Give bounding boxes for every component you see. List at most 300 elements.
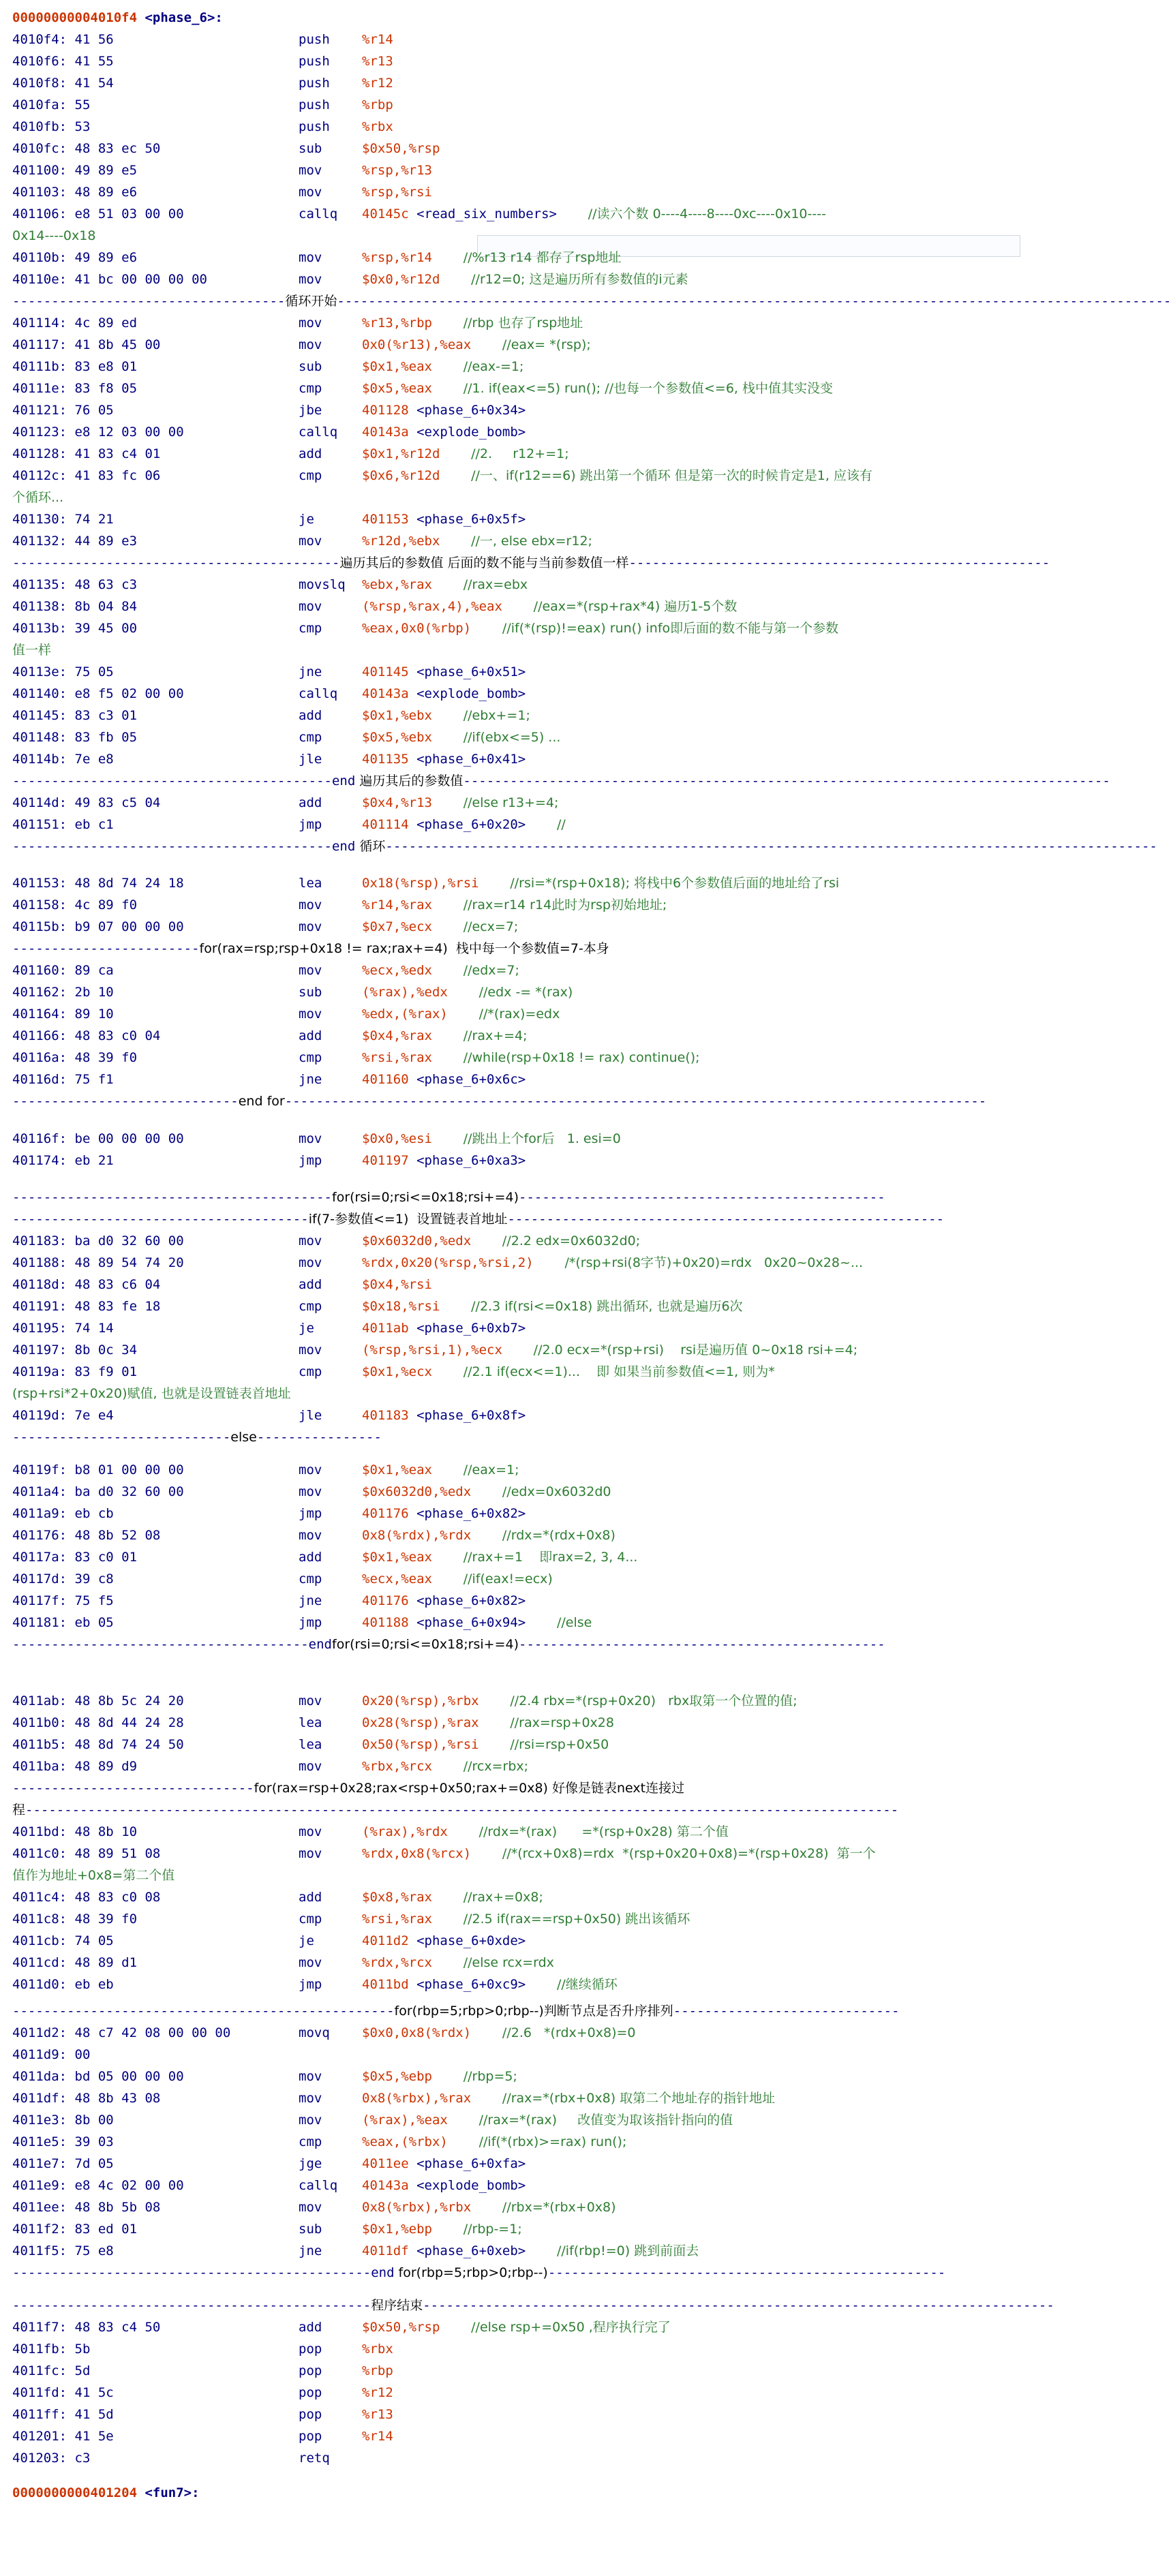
operands: $0x1,%ebp //rbp-=1; — [362, 2221, 522, 2237]
separator-rule — [12, 552, 1050, 574]
mnemonic: mov — [299, 1693, 322, 1709]
comment: //r12=0; 这是遍历所有参数值的i元素 — [471, 272, 688, 287]
comment: //继续循环 — [557, 1977, 618, 1993]
mnemonic: mov — [299, 1528, 322, 1544]
code-line — [0, 2447, 1026, 2469]
section-separator — [0, 1634, 1026, 1655]
operands: 401176 <phase_6+0x82> — [362, 1506, 526, 1522]
function-name: <fun7>: — [145, 2485, 200, 2500]
code-line — [0, 116, 1026, 138]
instruction-address: 401197: 8b 0c 34 — [12, 1343, 138, 1358]
operands: $0x5,%eax //1. if(eax<=5) run(); //也每一个参数值<=6, 栈中值其实没变 — [362, 381, 833, 396]
instruction-address: 4011a9: eb cb — [12, 1506, 114, 1522]
operands: 0x0(%r13),%eax //eax= *(rsp); — [362, 337, 591, 352]
mnemonic: mov — [299, 1846, 322, 1862]
function-label — [12, 7, 223, 29]
separator-rule — [12, 1777, 1016, 1799]
instruction-address: 4011e7: 7d 05 — [12, 2156, 114, 2171]
comment: //2.1 if(ecx<=1)... 即 如果当前参数值<=1, 则为* — [463, 1364, 775, 1380]
operands: 0x8(%rbx),%rax //rax=*(rbx+0x8) 取第二个地址存的指针地址 — [362, 2090, 776, 2106]
operands: 401135 <phase_6+0x41> — [362, 752, 526, 767]
section-separator — [0, 835, 1157, 857]
comment: //2.6 *(rdx+0x8)=0 — [502, 2025, 636, 2040]
operands: 401114 <phase_6+0x20> // — [362, 817, 566, 832]
code-line — [0, 2425, 1026, 2447]
operands: 4011ee <phase_6+0xfa> — [362, 2156, 526, 2171]
instruction-address: 4011f2: 83 ed 01 — [12, 2221, 138, 2237]
mnemonic: mov — [299, 2199, 322, 2215]
mnemonic: lea — [299, 1737, 322, 1753]
mnemonic: mov — [299, 898, 322, 913]
section-separator — [0, 1799, 1026, 1821]
instruction-address: 40118d: 48 83 c6 04 — [12, 1277, 161, 1293]
separator-dashes-right: ----------------------------------------------- — [519, 1637, 885, 1653]
operands: $0x4,%rax //rax+=4; — [362, 1028, 528, 1044]
instruction-address: 40117d: 39 c8 — [12, 1571, 114, 1587]
separator-dashes-left: -----------------------------------------end — [12, 839, 356, 854]
operands: %r13 — [362, 54, 393, 69]
code-line — [0, 2196, 1026, 2218]
operands: 4011d2 <phase_6+0xde> — [362, 1933, 526, 1949]
comment-continuation — [0, 225, 1026, 247]
mnemonic: pop — [299, 2385, 322, 2400]
mnemonic: jne — [299, 664, 322, 679]
instruction-address: 401145: 83 c3 01 — [12, 708, 138, 723]
instruction-address: 4011e5: 39 03 — [12, 2134, 114, 2149]
mnemonic: jmp — [299, 817, 322, 832]
operands: %r12 — [362, 76, 393, 91]
code-line — [0, 530, 1026, 552]
section-separator — [0, 2295, 1054, 2316]
comment: //rax+=4; — [463, 1028, 528, 1044]
section-separator — [0, 1186, 1026, 1208]
operands: 40143a <explode_bomb> — [362, 425, 526, 440]
code-line — [0, 683, 1026, 705]
operands: $0x5,%ebx //if(ebx<=5) ... — [362, 730, 561, 745]
operands: $0x6032d0,%edx //2.2 edx=0x6032d0; — [362, 1233, 641, 1249]
mnemonic: cmp — [299, 2134, 322, 2149]
mnemonic: push — [299, 119, 330, 134]
operands: $0x50,%rsp //else rsp+=0x50 ,程序执行完了 — [362, 2319, 671, 2335]
mnemonic: mov — [299, 1233, 322, 1249]
comment-continuation — [0, 1865, 1026, 1886]
mnemonic: mov — [299, 163, 322, 178]
code-line — [0, 94, 1026, 116]
code-line — [0, 981, 1026, 1003]
comment: //rax=*(rax) 改值变为取该指针指向的值 — [478, 2112, 733, 2128]
instruction-address: 40116f: be 00 00 00 00 — [12, 1131, 184, 1146]
operands: $0x18,%rsi //2.3 if(rsi<=0x18) 跳出循环, 也就是遍历6次 — [362, 1299, 743, 1315]
operands: $0x4,%rsi — [362, 1277, 432, 1293]
instruction-address: 40117f: 75 f5 — [12, 1593, 114, 1609]
mnemonic: pop — [299, 2363, 322, 2378]
section-separator — [0, 1090, 1026, 1112]
code-line — [0, 2218, 1026, 2240]
mnemonic: je — [299, 512, 314, 527]
operands: 0x20(%rsp),%rbx //2.4 rbx=*(rsp+0x20) rbx取第一个位置的值; — [362, 1693, 797, 1709]
mnemonic: sub — [299, 141, 322, 156]
operands: $0x8,%rax //rax+=0x8; — [362, 1890, 543, 1905]
comment: //edx=7; — [463, 963, 519, 979]
separator-dashes-left: ------------------------ — [12, 941, 200, 957]
instruction-address: 401148: 83 fb 05 — [12, 730, 138, 745]
operands: %r12d,%ebx //一, else ebx=r12; — [362, 534, 592, 549]
mnemonic: jmp — [299, 1615, 322, 1631]
operands: $0x6032d0,%edx //edx=0x6032d0 — [362, 1484, 611, 1500]
code-line — [0, 2109, 1026, 2131]
operands: %ebx,%rax //rax=ebx — [362, 577, 528, 592]
mnemonic: pop — [299, 2341, 322, 2357]
mnemonic: cmp — [299, 468, 322, 483]
comment-wrap: 0x14----0x18 — [12, 228, 96, 243]
operands: %r13 — [362, 2406, 393, 2422]
separator-title: for(rbp=5;rbp>0;rbp--)判断节点是否升序排列 — [394, 2003, 673, 2019]
mnemonic: callq — [299, 206, 338, 221]
comment: //edx -= *(rax) — [478, 985, 573, 1000]
code-line — [0, 617, 1026, 639]
code-line — [0, 1150, 1026, 1171]
mnemonic: movslq — [299, 577, 346, 592]
separator-title: 程 — [12, 1803, 26, 1818]
operands: $0x0,0x8(%rdx) //2.6 *(rdx+0x8)=0 — [362, 2025, 636, 2040]
instruction-address: 40115b: b9 07 00 00 00 — [12, 919, 184, 935]
code-line — [0, 399, 1026, 421]
instruction-address: 401130: 74 21 — [12, 512, 114, 527]
operands: %ecx,%edx //edx=7; — [362, 963, 519, 979]
separator-dashes-right: ---------------------------------------------------------------------------------------------------------------- — [25, 1803, 899, 1818]
separator-rule — [12, 2000, 1016, 2022]
code-line — [0, 894, 1026, 916]
instruction-address: 4011f7: 48 83 c4 50 — [12, 2319, 161, 2335]
comment-wrap: 值一样 — [12, 643, 52, 658]
code-line — [0, 661, 1026, 683]
mnemonic: mov — [299, 599, 322, 614]
comment: //while(rsp+0x18 != rax) continue(); — [463, 1050, 700, 1066]
mnemonic: je — [299, 1321, 314, 1336]
operands: (%rax),%eax //rax=*(rax) 改值变为取该指针指向的值 — [362, 2112, 733, 2128]
code-line — [0, 1252, 1026, 1274]
separator-rule — [12, 1090, 1016, 1112]
instruction-address: 401140: e8 f5 02 00 00 — [12, 686, 184, 701]
mnemonic: jmp — [299, 1977, 322, 1993]
mnemonic: lea — [299, 876, 322, 891]
instruction-address: 40119a: 83 f9 01 — [12, 1364, 138, 1380]
section-separator — [0, 770, 1110, 792]
code-line — [0, 1230, 1026, 1252]
separator-dashes-right: ------------------------------------------------------ — [628, 555, 1050, 570]
instruction-address: 4011f5: 75 e8 — [12, 2243, 114, 2258]
section-separator — [0, 938, 1026, 960]
mnemonic: sub — [299, 2221, 322, 2237]
instruction-address: 4010fa: 55 — [12, 97, 91, 112]
function-footer — [0, 2482, 1026, 2504]
separator-title: 遍历其后的参数值 后面的数不能与当前参数值一样 — [339, 555, 629, 570]
instruction-address: 401123: e8 12 03 00 00 — [12, 425, 184, 440]
comment: //rsi=rsp+0x50 — [510, 1737, 609, 1753]
code-line — [0, 334, 1026, 356]
operands: %eax,0x0(%rbp) //if(*(rsp)!=eax) run() info即后面的数不能与第一个参数 — [362, 621, 839, 636]
operands: 401188 <phase_6+0x94> //else — [362, 1615, 592, 1631]
instruction-address: 401103: 48 89 e6 — [12, 185, 138, 200]
comment-wrap: (rsp+rsi*2+0x20)赋值, 也就是设置链表首地址 — [12, 1386, 291, 1402]
mnemonic: callq — [299, 425, 338, 440]
instruction-address: 40110e: 41 bc 00 00 00 00 — [12, 272, 207, 287]
mnemonic: jge — [299, 2156, 322, 2171]
mnemonic: cmp — [299, 621, 322, 636]
code-line — [0, 1128, 1026, 1150]
separator-rule — [12, 1634, 1016, 1655]
mnemonic: sub — [299, 359, 322, 374]
mnemonic: mov — [299, 337, 322, 352]
separator-dashes-left: ------------------------------------------ — [12, 555, 340, 570]
operands: 40143a <explode_bomb> — [362, 686, 526, 701]
mnemonic: cmp — [299, 1050, 322, 1066]
code-line — [0, 1974, 1026, 1995]
mnemonic: mov — [299, 2090, 322, 2106]
mnemonic: add — [299, 2319, 322, 2335]
instruction-address: 401162: 2b 10 — [12, 985, 114, 1000]
instruction-address: 4011ba: 48 89 d9 — [12, 1759, 138, 1775]
instruction-address: 4011ff: 41 5d — [12, 2406, 114, 2422]
operands: $0x1,%eax //rax+=1 即rax=2, 3, 4... — [362, 1550, 638, 1565]
code-line — [0, 181, 1026, 203]
mnemonic: mov — [299, 250, 322, 265]
operands: $0x0,%r12d //r12=0; 这是遍历所有参数值的i元素 — [362, 272, 688, 287]
mnemonic: lea — [299, 1715, 322, 1731]
instruction-address: 40112c: 41 83 fc 06 — [12, 468, 161, 483]
instruction-address: 40116d: 75 f1 — [12, 1072, 114, 1088]
operands: 4011bd <phase_6+0xc9> //继续循环 — [362, 1977, 618, 1993]
separator-rule — [12, 2295, 1054, 2316]
separator-dashes-left: -------------------------------------- — [12, 1212, 309, 1227]
operands: $0x6,%r12d //一、if(r12==6) 跳出第一个循环 但是第一次的时候肯定是1, 应该有 — [362, 468, 872, 483]
comment: //rdx=*(rax) =*(rsp+0x28) 第二个值 — [478, 1824, 729, 1840]
separator-title: for(rax=rsp+0x28;rax<rsp+0x50;rax+=0x8) 好像是链表next连接过 — [254, 1781, 685, 1796]
mnemonic: jne — [299, 2243, 322, 2258]
mnemonic: add — [299, 1890, 322, 1905]
section-separator — [0, 2262, 1026, 2284]
mnemonic: callq — [299, 686, 338, 701]
mnemonic: mov — [299, 1462, 322, 1478]
instruction-address: 401183: ba d0 32 60 00 — [12, 1233, 184, 1249]
instruction-address: 4011c8: 48 39 f0 — [12, 1912, 138, 1927]
mnemonic: jmp — [299, 1152, 322, 1168]
code-line — [0, 1908, 1026, 1930]
function-header — [0, 7, 1026, 29]
comment: //rbp=5; — [463, 2068, 517, 2084]
comment: //if(*(rsp)!=eax) run() info即后面的数不能与第一个参数 — [502, 621, 839, 636]
code-line — [0, 1930, 1026, 1952]
code-line — [0, 1821, 1026, 1843]
separator-dashes-left: ---------------------------- — [12, 1430, 231, 1445]
comment: //else r13+=4; — [463, 795, 559, 810]
code-line — [0, 247, 1026, 269]
operands: %rdx,%rcx //else rcx=rdx — [362, 1955, 554, 1971]
code-line — [0, 50, 1026, 72]
instruction-address: 401191: 48 83 fe 18 — [12, 1299, 161, 1315]
separator-rule — [12, 1186, 1016, 1208]
operands: 401128 <phase_6+0x34> — [362, 403, 526, 418]
instruction-address: 4011bd: 48 8b 10 — [12, 1824, 138, 1840]
separator-rule — [12, 1208, 1016, 1230]
comment: //rax+=1 即rax=2, 3, 4... — [463, 1550, 638, 1565]
operands: %r12 — [362, 2385, 393, 2400]
operands: $0x1,%eax //eax=1; — [362, 1462, 519, 1478]
mnemonic: mov — [299, 272, 322, 287]
comment: //rbx=*(rbx+0x8) — [502, 2199, 616, 2215]
code-line — [0, 269, 1026, 290]
mnemonic: add — [299, 1028, 322, 1044]
comment: //if(ebx<=5) ... — [463, 730, 561, 745]
operands: %eax,(%rbx) //if(*(rbx)>=rax) run(); — [362, 2134, 627, 2149]
instruction-address: 401160: 89 ca — [12, 963, 114, 979]
instruction-address: 401135: 48 63 c3 — [12, 577, 138, 592]
mnemonic: mov — [299, 919, 322, 935]
mnemonic: mov — [299, 1484, 322, 1500]
operands: 0x18(%rsp),%rsi //rsi=*(rsp+0x18); 将栈中6个参数值后面的地址给了rsi — [362, 876, 840, 891]
operands: 0x28(%rsp),%rax //rax=rsp+0x28 — [362, 1715, 614, 1731]
mnemonic: cmp — [299, 1364, 322, 1380]
instruction-address: 40114d: 49 83 c5 04 — [12, 795, 161, 810]
separator-dashes-left: ------------------------------------------------- — [12, 2003, 395, 2019]
operands: %rbx — [362, 2341, 393, 2357]
operands: %r14 — [362, 32, 393, 47]
instruction-address: 401166: 48 83 c0 04 — [12, 1028, 161, 1044]
instruction-address: 401151: eb c1 — [12, 817, 114, 832]
separator-dashes-left: ------------------------------- — [12, 1781, 254, 1796]
separator-dashes-right: --------------------------------------------------------------------------------- — [423, 2297, 1054, 2313]
mnemonic: push — [299, 97, 330, 112]
comment: //eax= *(rsp); — [502, 337, 591, 352]
comment: //一、if(r12==6) 跳出第一个循环 但是第一次的时候肯定是1, 应该有 — [471, 468, 872, 483]
comment: //eax-=1; — [463, 359, 524, 374]
code-line — [0, 138, 1026, 159]
comment: //rax=r14 r14此时为rsp初始地址; — [463, 898, 667, 913]
section-separator — [0, 1208, 1026, 1230]
code-line — [0, 1843, 1026, 1865]
section-separator — [0, 2000, 1026, 2022]
mnemonic: cmp — [299, 381, 322, 396]
instruction-address: 401114: 4c 89 ed — [12, 316, 138, 331]
mnemonic: add — [299, 1277, 322, 1293]
separator-title: for(rsi=0;rsi<=0x18;rsi+=4) — [332, 1190, 519, 1206]
mnemonic: retq — [299, 2450, 330, 2466]
instruction-address: 4011e3: 8b 00 — [12, 2112, 114, 2128]
mnemonic: mov — [299, 1131, 322, 1146]
code-line — [0, 1546, 1026, 1568]
mnemonic: mov — [299, 1824, 322, 1840]
mnemonic: movq — [299, 2025, 330, 2040]
instruction-address: 40119f: b8 01 00 00 00 — [12, 1462, 184, 1478]
code-line — [0, 72, 1026, 94]
separator-rule — [12, 770, 1110, 792]
separator-dashes-right: ---------------- — [256, 1430, 382, 1445]
mnemonic: mov — [299, 316, 322, 331]
separator-rule — [12, 938, 1016, 960]
code-line — [0, 916, 1026, 938]
operands: 0x50(%rsp),%rsi //rsi=rsp+0x50 — [362, 1737, 609, 1753]
comment: //2.0 ecx=*(rsp+rsi) rsi是遍历值 0~0x18 rsi+=4; — [533, 1343, 858, 1358]
mnemonic: push — [299, 54, 330, 69]
operands: %rsp,%rsi — [362, 185, 432, 200]
instruction-address: 4011df: 48 8b 43 08 — [12, 2090, 161, 2106]
separator-dashes-left: ----------------------------------------------end — [12, 2265, 395, 2280]
instruction-address: 40111e: 83 f8 05 — [12, 381, 138, 396]
separator-dashes-left: ---------------------------------------------- — [12, 2297, 371, 2313]
mnemonic: pop — [299, 2428, 322, 2444]
code-line — [0, 596, 1026, 617]
instruction-address: 4010f4: 41 56 — [12, 32, 114, 47]
separator-title: 循环 — [355, 839, 386, 854]
code-line — [0, 1481, 1026, 1503]
code-line — [0, 1295, 1026, 1317]
operands: $0x1,%r12d //2. r12+=1; — [362, 446, 569, 461]
separator-dashes-right: ----------------------------------------------- — [519, 1190, 885, 1206]
separator-title: if(7-参数值<=1) 设置链表首地址 — [308, 1212, 508, 1227]
mnemonic: cmp — [299, 1571, 322, 1587]
mnemonic: mov — [299, 534, 322, 549]
code-line — [0, 792, 1026, 814]
operands: (%rax),%edx //edx -= *(rax) — [362, 985, 573, 1000]
code-line — [0, 1755, 1026, 1777]
mnemonic: push — [299, 32, 330, 47]
comment: //ecx=7; — [463, 919, 519, 935]
comment: //*(rax)=edx — [478, 1007, 560, 1022]
comment: //if(rbp!=0) 跳到前面去 — [557, 2243, 699, 2258]
instruction-address: 4011ee: 48 8b 5b 08 — [12, 2199, 161, 2215]
comment: //eax=1; — [463, 1462, 519, 1478]
instruction-address: 4011a4: ba d0 32 60 00 — [12, 1484, 184, 1500]
instruction-address: 40116a: 48 39 f0 — [12, 1050, 138, 1066]
code-line — [0, 2087, 1026, 2109]
instruction-address: 401195: 74 14 — [12, 1321, 114, 1336]
instruction-address: 4010fb: 53 — [12, 119, 91, 134]
separator-dashes-left: ----------------------------- — [12, 1094, 239, 1109]
code-line — [0, 2338, 1026, 2360]
separator-title: for(rsi=0;rsi<=0x18;rsi+=4) — [332, 1637, 519, 1653]
mnemonic: mov — [299, 1255, 322, 1271]
code-line — [0, 748, 1026, 770]
code-line — [0, 814, 1026, 835]
code-line — [0, 1524, 1026, 1546]
separator-dashes-right: --------------------------------------------------- — [547, 2265, 946, 2280]
mnemonic: cmp — [299, 730, 322, 745]
separator-title: 程序结束 — [371, 2297, 423, 2313]
mnemonic: jmp — [299, 1506, 322, 1522]
operands: %r14 — [362, 2428, 393, 2444]
comment: //rax=rsp+0x28 — [510, 1715, 614, 1731]
operands: 0x8(%rbx),%rbx //rbx=*(rbx+0x8) — [362, 2199, 616, 2215]
mnemonic: add — [299, 446, 322, 461]
operands: (%rsp,%rsi,1),%ecx //2.0 ecx=*(rsp+rsi) rsi是遍历值 0~0x18 rsi+=4; — [362, 1343, 858, 1358]
comment: //2.2 edx=0x6032d0; — [502, 1233, 641, 1249]
instruction-address: 40114b: 7e e8 — [12, 752, 114, 767]
code-line — [0, 726, 1026, 748]
separator-rule — [12, 835, 1157, 857]
separator-dashes-left: --------------------------------------end — [12, 1637, 332, 1653]
mnemonic: callq — [299, 2177, 338, 2193]
code-line — [0, 312, 1026, 334]
code-line — [0, 1590, 1026, 1612]
comment: // — [557, 817, 566, 832]
instruction-address: 40117a: 83 c0 01 — [12, 1550, 138, 1565]
section-separator — [0, 1777, 1026, 1799]
code-line — [0, 443, 1026, 465]
separator-dashes-right: ------------------------------------------------------------------------------------------ — [284, 1094, 987, 1109]
operands: 401160 <phase_6+0x6c> — [362, 1072, 526, 1088]
code-line — [0, 2066, 1026, 2087]
instruction-address: 40119d: 7e e4 — [12, 1408, 114, 1424]
